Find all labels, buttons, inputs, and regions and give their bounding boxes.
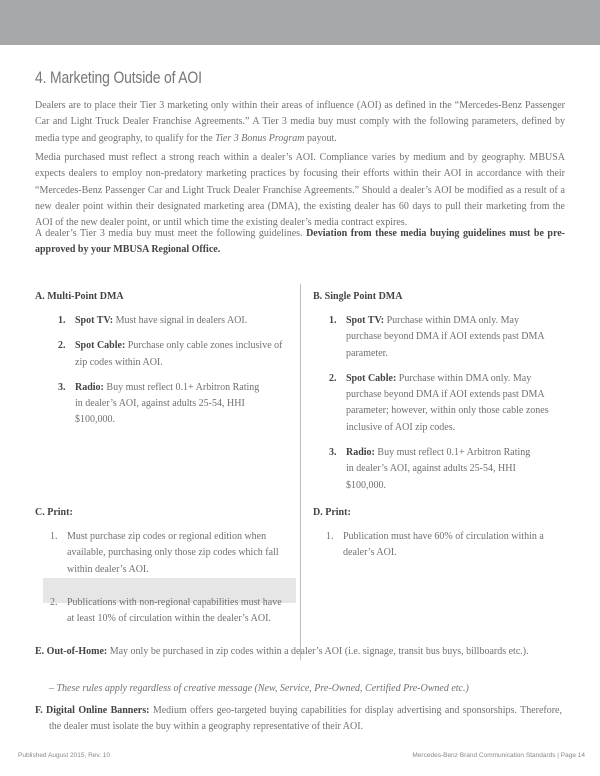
p1-end: payout.	[304, 132, 337, 144]
item-text: Publications with non-regional capabilities must have at least 10% of circulation within the dealer’s AOI.	[67, 596, 282, 625]
item-label: Spot Cable:	[346, 372, 397, 384]
list-item	[329, 445, 534, 494]
item-text: Purchase within DMA only. May purchase beyond DMA if AOI extends past DMA parameter.	[346, 315, 545, 359]
header-band	[0, 0, 600, 45]
item-number: 3.	[58, 381, 66, 393]
item-label: Spot Cable:	[75, 340, 126, 352]
section-e-text: May only be purchased in zip codes within a dealer’s AOI (i.e. signage, transit bus buys, billboards etc.).	[107, 646, 529, 657]
list-item	[326, 529, 551, 562]
item-number: 1.	[50, 531, 58, 542]
item-text: Must have signal in dealers AOI.	[113, 315, 248, 326]
section-e	[35, 644, 562, 660]
item-number: 2.	[50, 596, 58, 608]
list-item	[329, 313, 551, 362]
p3-text: A dealer’s Tier 3 media buy must meet the following guidelines.	[35, 228, 307, 239]
footer-page: Mercedes-Benz Brand Communication Standards | Page 14	[412, 752, 585, 759]
section-a-list	[58, 313, 288, 429]
footer-published: Published August 2015, Rev. 10	[18, 752, 111, 759]
item-number: 3.	[329, 447, 337, 459]
item-label: Radio:	[75, 381, 104, 393]
section-c-list	[50, 529, 285, 627]
item-text: Publication must have 60% of circulation within a dealer’s AOI.	[343, 531, 544, 559]
item-number: 1.	[329, 315, 337, 326]
section-f-label: F. Digital Online Banners:	[35, 705, 150, 716]
section-b-heading: B. Single Point DMA	[313, 291, 403, 302]
p3-bold: Deviation from these media buying guidelines must be pre-approved by your MBUSA Regional Office.	[35, 228, 566, 256]
section-a-heading: A. Multi-Point DMA	[35, 291, 124, 302]
paragraph-3	[35, 226, 565, 259]
list-item	[50, 529, 285, 578]
item-number: 2.	[58, 340, 66, 352]
item-label: Spot TV:	[75, 315, 114, 326]
item-text: Buy must reflect 0.1+ Arbitron Rating in dealer’s AOI, against adults 25-54, HHI $100,000.	[346, 447, 531, 491]
item-text: Purchase only cable zones inclusive of zip codes within AOI.	[75, 340, 283, 368]
list-item	[329, 371, 557, 436]
list-item	[58, 380, 263, 429]
section-d-list	[326, 529, 551, 562]
paragraph-2: Media purchased must reflect a strong reach within a dealer’s AOI. Compliance varies by medium and by geography. MBUSA expects dealers to employ non-predatory marketing practices by focusing their efforts within their AOI in accordance with their “Mercedes-Benz Passenger Car and Light Truck Dealer Franchise Agreements.” Should a dealer’s AOI be modified as a result of a new dealer point within their designated marketing area (DMA), the existing dealer has 60 days to pull their marketing from the AOI of the new dealer point, or until which time the existing dealer’s media contract expires.	[35, 152, 565, 229]
section-e-label: E. Out-of-Home:	[35, 646, 108, 657]
item-text: Must purchase zip codes or regional edition when available, purchasing only those zip codes which fall within dealer’s AOI.	[67, 531, 279, 575]
section-f	[35, 703, 562, 736]
p1-text: Dealers are to place their Tier 3 marketing only within their areas of influence (AOI) as defined in the “Mercedes-Benz Passenger Car and Light Truck Dealer Franchise Agreements.” A Tier 3 media buy must comply with the following parameters, defined by media type and geography, to qualify for the	[35, 100, 565, 144]
p1-italic: Tier 3 Bonus Program	[215, 132, 305, 144]
item-number: 1.	[326, 531, 334, 542]
page-title: 4. Marketing Outside of AOI	[35, 68, 202, 87]
item-number: 2.	[329, 372, 337, 384]
item-label: Radio:	[346, 447, 375, 459]
list-item	[50, 595, 285, 628]
section-f-text: Medium offers geo-targeted buying capabilities for display advertising and sponsorships. Therefore, the dealer must isolate the buy within a geography representative of their AOI.	[49, 705, 562, 733]
section-b-list	[329, 313, 557, 494]
note: – These rules apply regardless of creative message (New, Service, Pre-Owned, Certified Pre-Owned etc.)	[49, 683, 469, 694]
list-item	[58, 338, 288, 371]
item-text: Purchase within DMA only. May purchase beyond DMA if AOI extends past DMA parameter; however, within only those cable zones inclusive of AOI zip codes.	[346, 372, 549, 433]
item-label: Spot TV:	[346, 315, 385, 326]
section-d-heading: D. Print:	[313, 507, 351, 518]
list-item	[58, 313, 288, 329]
section-c-heading: C. Print:	[35, 507, 73, 518]
item-text: Buy must reflect 0.1+ Arbitron Rating in dealer’s AOI, against adults 25-54, HHI $100,000.	[75, 381, 260, 426]
column-divider	[300, 284, 301, 660]
item-number: 1.	[58, 315, 66, 326]
paragraph-1	[35, 98, 565, 147]
